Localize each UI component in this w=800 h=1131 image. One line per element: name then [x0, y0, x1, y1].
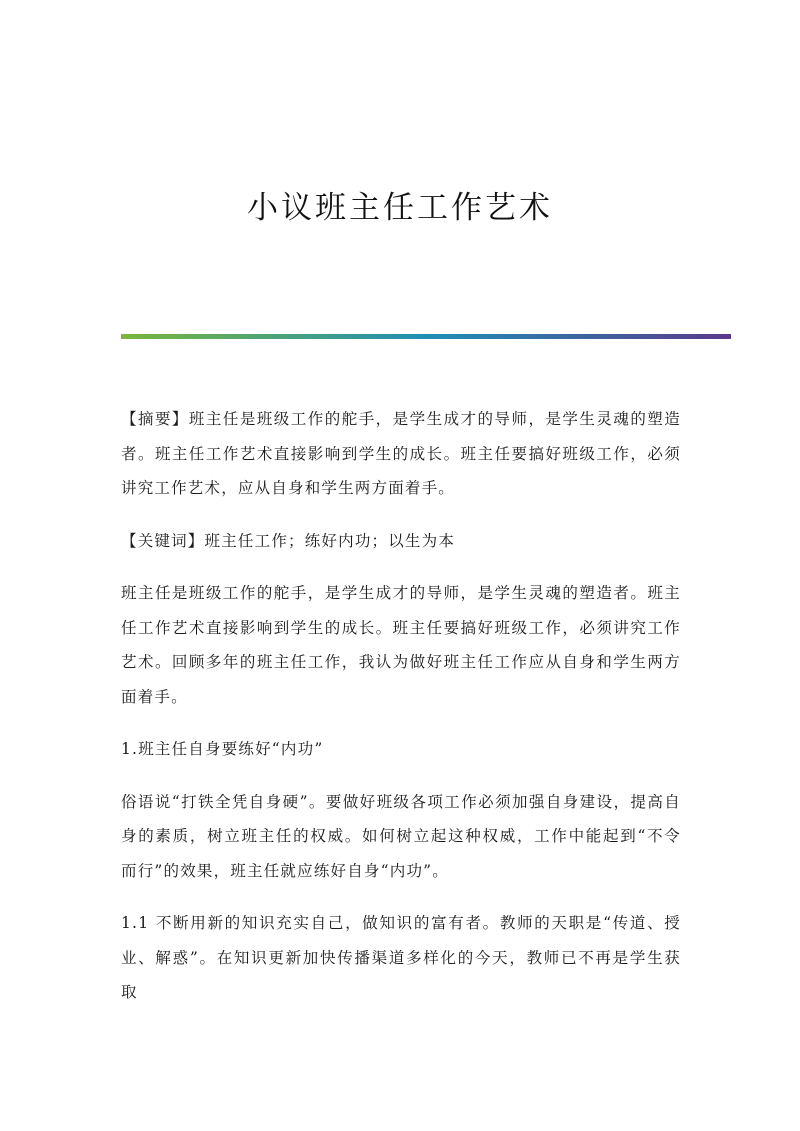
keywords-label: 【关键词】 [121, 531, 205, 550]
document-body [121, 402, 681, 1028]
section-heading: 1.班主任自身要练好“内功” [121, 740, 324, 758]
page-title: 小议班主任工作艺术 [247, 190, 553, 226]
abstract-text: 班主任是班级工作的舵手，是学生成才的导师，是学生灵魂的塑造者。班主任工作艺术直接影响到学生的成长。班主任要搞好班级工作，必须讲究工作艺术，应从自身和学生两方面着手。 [121, 410, 681, 497]
body-paragraph: 班主任是班级工作的舵手，是学生成才的导师，是学生灵魂的塑造者。班主任工作艺术直接影响到学生的成长。班主任要搞好班级工作，必须讲究工作艺术。回顾多年的班主任工作，我认为做好班主任工作应从自身和学生两方面着手。 [121, 584, 681, 706]
abstract-paragraph [121, 402, 681, 506]
abstract-label: 【摘要】 [121, 410, 189, 428]
keywords-paragraph [121, 524, 681, 559]
body-paragraph: 俗语说“打铁全凭自身硬”。要做好班级各项工作必须加强自身建设，提高自身的素质，树立班主任的权威。如何树立起这种权威，工作中能起到“不令而行”的效果，班主任就应练好自身“内功”。 [121, 792, 681, 880]
body-paragraph: 1.1 不断用新的知识充实自己，做知识的富有者。教师的天职是“传道、授业、解惑”。在知识更新加快传播渠道多样化的今天，教师已不再是学生获取 [121, 914, 681, 1001]
keywords-text: 班主任工作；练好内功；以生为本 [204, 531, 456, 550]
gradient-divider [121, 334, 731, 339]
